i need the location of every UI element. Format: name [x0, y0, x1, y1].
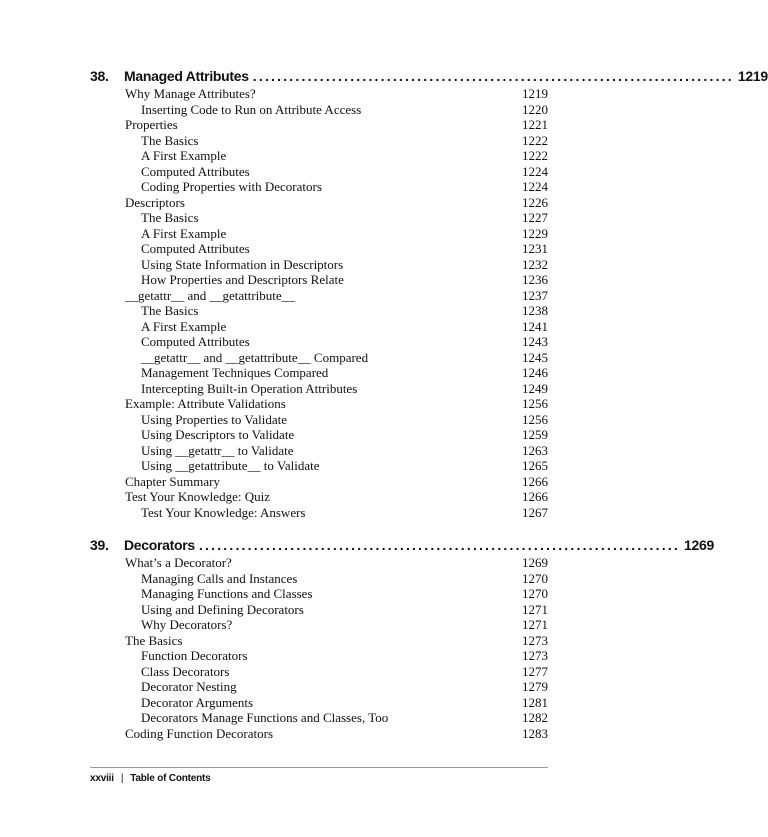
toc-entry-page-number: 1238 — [522, 303, 548, 318]
toc-entry[interactable] — [125, 633, 548, 649]
toc-entry-page-number: 1270 — [522, 586, 548, 601]
toc-entry-page-number: 1241 — [522, 318, 548, 334]
toc-entry-page-number: 1246 — [522, 365, 548, 380]
toc-entry-page-number: 1266 — [522, 489, 548, 504]
toc-entry-page-number: 1232 — [522, 256, 548, 272]
toc-entry[interactable] — [125, 381, 548, 397]
toc-entry[interactable] — [125, 288, 548, 304]
toc-entry-page-number: 1221 — [522, 117, 548, 132]
toc-entry-page-number: 1224 — [522, 179, 548, 194]
toc-entry[interactable] — [125, 412, 548, 428]
chapter-heading[interactable] — [90, 68, 768, 86]
toc-entry-page-number: 1226 — [522, 194, 548, 210]
chapter-title: Managed Attributes — [124, 68, 249, 84]
toc-entry-title: The Basics — [141, 303, 199, 318]
toc-entry-title: Class Decorators — [141, 663, 230, 679]
toc-entry-page-number: 1283 — [522, 725, 548, 741]
footer-separator: | — [120, 773, 124, 784]
toc-entry[interactable] — [125, 226, 548, 242]
toc-entry-title: Function Decorators — [141, 648, 248, 663]
chapter-heading[interactable] — [90, 537, 714, 555]
toc-entry[interactable] — [125, 303, 548, 319]
toc-entry[interactable] — [125, 726, 548, 742]
toc-entry-page-number: 1263 — [522, 442, 548, 458]
toc-entry-page-number: 1256 — [522, 411, 548, 427]
toc-entry[interactable] — [125, 617, 548, 633]
toc-entry[interactable] — [125, 664, 548, 680]
chapter-entries — [125, 555, 548, 741]
toc-entry[interactable] — [125, 571, 548, 587]
toc-entry-title: Why Manage Attributes? — [125, 86, 256, 101]
toc-entry-page-number: 1271 — [522, 617, 548, 632]
toc-entry-page-number: 1265 — [522, 458, 548, 473]
toc-entry-page-number: 1229 — [522, 225, 548, 241]
toc-entry-page-number: 1219 — [522, 86, 548, 101]
toc-entry-title: Intercepting Built-in Operation Attributes — [141, 380, 358, 396]
toc-entry-title: A First Example — [141, 318, 227, 334]
toc-entry-page-number: 1227 — [522, 210, 548, 225]
toc-entry[interactable] — [125, 133, 548, 149]
toc-entry[interactable] — [125, 586, 548, 602]
toc-entry-title: Using State Information in Descriptors — [141, 256, 344, 272]
toc-entry[interactable] — [125, 602, 548, 618]
toc-entry[interactable] — [125, 86, 548, 102]
chapter-page-number: 1269 — [684, 537, 714, 553]
toc-entry[interactable] — [125, 365, 548, 381]
toc-entry-page-number: 1245 — [522, 349, 548, 365]
footer-section-title: Table of Contents — [130, 773, 211, 784]
toc-entry[interactable] — [125, 505, 548, 521]
toc-entry-title: Decorators Manage Functions and Classes, Too — [141, 710, 389, 725]
chapter-page-number: 1219 — [737, 68, 768, 84]
chapter-entries — [125, 86, 548, 520]
toc-entry-title: How Properties and Descriptors Relate — [141, 272, 344, 287]
toc-entry[interactable] — [125, 710, 548, 726]
toc-entry-title: A First Example — [141, 225, 227, 241]
toc-entry-title: Managing Calls and Instances — [141, 570, 298, 586]
leader-dots: ............................................................................... — [252, 68, 734, 84]
toc-entry-page-number: 1224 — [522, 163, 548, 179]
toc-entry-page-number: 1269 — [522, 555, 548, 570]
toc-entry-page-number: 1236 — [522, 272, 548, 287]
toc-entry-title: Computed Attributes — [141, 163, 250, 179]
toc-entry-title: Coding Function Decorators — [125, 725, 274, 741]
toc-entry-title: Coding Properties with Decorators — [141, 179, 322, 194]
toc-entry-title: Descriptors — [125, 194, 185, 210]
toc-entry-title: The Basics — [141, 210, 199, 225]
toc-entry-title: __getattr__ and __getattribute__ Compared — [141, 349, 369, 365]
toc-entry[interactable] — [125, 679, 548, 695]
toc-entry-page-number: 1267 — [522, 504, 548, 520]
toc-entry-page-number: 1273 — [522, 632, 548, 648]
toc-entry-title: Properties — [125, 117, 178, 132]
toc-entry-title: Using Descriptors to Validate — [141, 427, 295, 442]
toc-entry[interactable] — [125, 334, 548, 350]
toc-entry-title: __getattr__ and __getattribute__ — [125, 287, 295, 303]
toc-entry-title: Using __getattribute__ to Validate — [141, 458, 320, 473]
toc-entry[interactable] — [125, 102, 548, 118]
footer-rule — [90, 767, 548, 768]
leader-dots: ............................................................................... — [198, 537, 681, 553]
toc-entry[interactable] — [125, 241, 548, 257]
toc-entry-page-number: 1270 — [522, 570, 548, 586]
toc-entry[interactable] — [125, 396, 548, 412]
toc-entry[interactable] — [125, 443, 548, 459]
toc-entry[interactable] — [125, 474, 548, 490]
toc-entry[interactable] — [125, 319, 548, 335]
toc-entry-title: Decorator Nesting — [141, 679, 237, 694]
toc-entry[interactable] — [125, 427, 548, 443]
toc-entry-title: What’s a Decorator? — [125, 555, 232, 570]
toc-entry-title: Test Your Knowledge: Answers — [141, 504, 306, 520]
toc-entry[interactable] — [125, 350, 548, 366]
toc-entry-title: Decorator Arguments — [141, 694, 254, 710]
toc-entry-page-number: 1222 — [522, 148, 548, 163]
toc-entry-page-number: 1271 — [522, 601, 548, 617]
toc-entry[interactable] — [125, 648, 548, 664]
toc-entry-page-number: 1259 — [522, 427, 548, 442]
toc-entry[interactable] — [125, 695, 548, 711]
toc-entry-title: Using __getattr__ to Validate — [141, 442, 294, 458]
chapter-number: 38. — [90, 68, 109, 84]
toc-entry-title: Managing Functions and Classes — [141, 586, 313, 601]
toc-entry[interactable] — [125, 195, 548, 211]
toc-entry[interactable] — [125, 458, 548, 474]
footer-page-number: xxviii — [90, 773, 114, 784]
toc-entry[interactable] — [125, 210, 548, 226]
toc-entry[interactable] — [125, 148, 548, 164]
toc-entry-title: Computed Attributes — [141, 241, 250, 256]
toc-entry[interactable] — [125, 257, 548, 273]
toc-entry[interactable] — [125, 272, 548, 288]
page-footer — [90, 773, 211, 784]
toc-entry-page-number: 1243 — [522, 334, 548, 349]
toc-entry-page-number: 1277 — [522, 663, 548, 679]
toc-entry-page-number: 1273 — [522, 648, 548, 663]
toc-entry-page-number: 1220 — [522, 101, 548, 117]
toc-entry-page-number: 1281 — [522, 694, 548, 710]
toc-entry-title: Test Your Knowledge: Quiz — [125, 489, 270, 504]
toc-entry-page-number: 1231 — [522, 241, 548, 256]
toc-entry-title: Management Techniques Compared — [141, 365, 329, 380]
toc-entry-title: Using Properties to Validate — [141, 411, 287, 427]
toc-entry-title: The Basics — [125, 632, 183, 648]
toc-entry-title: Using and Defining Decorators — [141, 601, 304, 617]
toc-entry-page-number: 1282 — [522, 710, 548, 725]
toc-entry-page-number: 1249 — [522, 380, 548, 396]
toc-entry-title: Chapter Summary — [125, 473, 220, 489]
toc-entry-page-number: 1279 — [522, 679, 548, 694]
toc-entry-page-number: 1266 — [522, 473, 548, 489]
chapter-number: 39. — [90, 537, 109, 553]
chapter-title: Decorators — [124, 537, 195, 553]
toc-entry-title: Why Decorators? — [141, 617, 233, 632]
toc-entry-title: Example: Attribute Validations — [125, 396, 286, 411]
toc-entry[interactable] — [125, 117, 548, 133]
toc-entry-page-number: 1222 — [522, 132, 548, 148]
toc-entry-page-number: 1237 — [522, 287, 548, 303]
toc-entry[interactable] — [125, 489, 548, 505]
toc-entry[interactable] — [125, 164, 548, 180]
toc-entry-title: A First Example — [141, 148, 227, 163]
toc-entry[interactable] — [125, 555, 548, 571]
toc-entry-title: The Basics — [141, 132, 199, 148]
toc-entry-title: Computed Attributes — [141, 334, 250, 349]
toc-entry-title: Inserting Code to Run on Attribute Access — [141, 101, 362, 117]
toc-entry[interactable] — [125, 179, 548, 195]
toc-entry-page-number: 1256 — [522, 396, 548, 411]
